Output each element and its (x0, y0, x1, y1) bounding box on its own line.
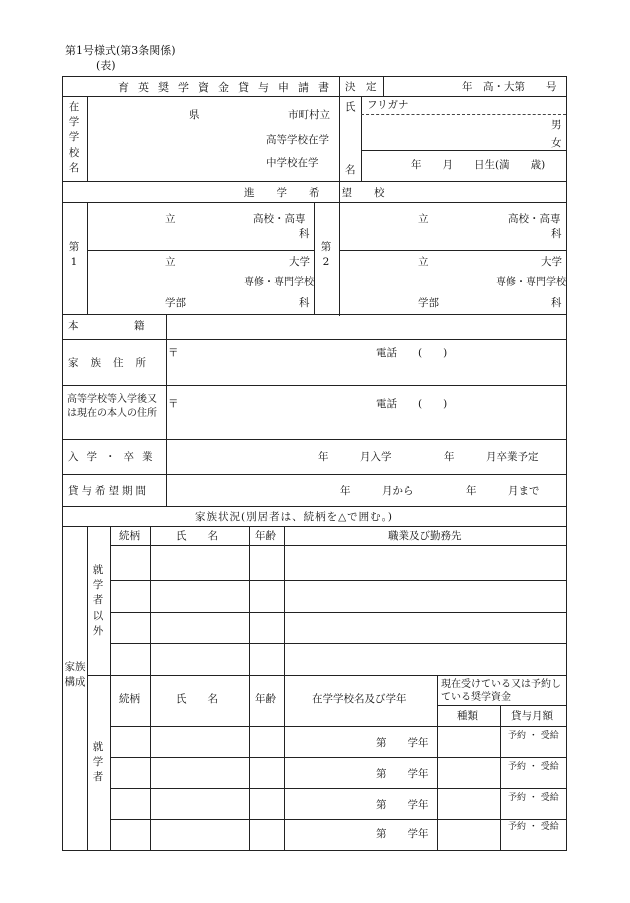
st-row1-grade: 第 学年 (376, 737, 429, 749)
ns-header-age: 年齢 (255, 530, 276, 542)
first-uni-established: 立 (165, 256, 176, 268)
non-student-label: 就学者以外 (92, 564, 104, 637)
desired-school-heading: 進学希望校 (244, 187, 407, 199)
st-col-3 (284, 675, 285, 850)
row-line-desired (62, 314, 567, 315)
school-label-divider (87, 96, 88, 181)
form-title: 育英奨学資金貸与申請書 (118, 81, 338, 94)
second-established: 立 (418, 213, 429, 225)
decision-value: 年 高・大第 号 (462, 81, 557, 93)
ns-header-occupation: 職業及び勤務先 (388, 530, 462, 542)
decision-label: 決 定 (345, 81, 377, 93)
name-label-top: 氏 (345, 101, 356, 113)
second-faculty: 学部 (418, 297, 439, 309)
frame-right (566, 76, 567, 851)
title-divider-2 (383, 76, 384, 96)
st-header-relation: 続柄 (119, 693, 140, 705)
st-header-kind: 種類 (457, 710, 478, 722)
family-address-phone: 電話 ( ) (376, 347, 448, 359)
form-number: 第1号様式(第3条関係) (65, 44, 176, 57)
st-scholarship-line (437, 705, 566, 706)
furigana-dashed-line (361, 114, 566, 115)
st-header-line (110, 726, 566, 727)
fields-label-divider (166, 314, 167, 506)
second-uni-established: 立 (418, 256, 429, 268)
second-mid-line (339, 250, 566, 251)
st-row-line-3 (110, 819, 566, 820)
middle-school-text: 中学校在学 (266, 157, 319, 169)
loan-period-value: 年 月から 年 月まで (340, 485, 540, 497)
ns-row-line-2 (110, 612, 566, 613)
st-col-4 (437, 675, 438, 850)
current-school-label: 在学学校名 (68, 101, 80, 174)
st-col-2 (249, 675, 250, 850)
domicile-label: 本 籍 (68, 320, 151, 332)
ns-row-line-3 (110, 643, 566, 644)
family-address-postal: 〒 (168, 347, 179, 359)
first-faculty: 学部 (165, 297, 186, 309)
family-composition-label: 家族構成 (64, 661, 86, 689)
second-university: 大学 (541, 256, 562, 268)
form-side: (表) (96, 59, 116, 72)
row-line-post-entry (62, 439, 567, 440)
family-heading: 家族状況(別居者は、続柄を△で囲む。) (195, 511, 394, 523)
st-row-line-2 (110, 788, 566, 789)
first-university: 大学 (289, 256, 310, 268)
desired-second-label: 第2 (320, 241, 332, 269)
st-row2-grade: 第 学年 (376, 768, 429, 780)
subgroup-divider (110, 526, 111, 850)
row-line-domicile (62, 339, 567, 340)
st-row2-reserve: 予約 ・ 受給 (508, 762, 559, 772)
ns-col-2 (249, 526, 250, 675)
second-department: 科 (551, 297, 562, 309)
municipal-text: 市町村立 (288, 109, 330, 121)
loan-period-label: 貸与希望期間 (68, 485, 149, 497)
second-kosen: 高校・高専 (508, 213, 561, 225)
female-option: 女 (551, 137, 562, 149)
ns-col-1 (150, 526, 151, 675)
first-kosen: 高校・高専 (253, 213, 306, 225)
composition-divider (87, 526, 88, 850)
student-label: 就学者 (92, 741, 104, 784)
row-line-title (62, 96, 567, 97)
furigana-label: フリガナ (367, 99, 409, 111)
enroll-grad-value: 年 月入学 年 月卒業予定 (318, 451, 539, 463)
first-mid-line (87, 250, 314, 251)
first-established: 立 (165, 213, 176, 225)
st-header-name: 氏 名 (176, 693, 218, 705)
st-header-age: 年齢 (255, 693, 276, 705)
st-header-school-grade: 在学学校名及び学年 (312, 693, 407, 705)
desired-second-left-divider (314, 202, 315, 314)
st-col-1 (150, 675, 151, 850)
family-address-label: 家族住所 (68, 357, 158, 369)
high-school-text: 高等学校在学 (266, 134, 329, 146)
name-label-bottom: 名 (345, 164, 356, 176)
birth-row-line (361, 150, 566, 151)
first-vocational: 専修・専門学校 (244, 277, 314, 288)
ns-row-line-4 (87, 675, 566, 676)
desired-first-label-divider (87, 202, 88, 314)
desired-first-label: 第1 (68, 241, 80, 269)
first-kosen-dept: 科 (299, 228, 310, 240)
st-row4-grade: 第 学年 (376, 828, 429, 840)
st-row3-reserve: 予約 ・ 受給 (508, 793, 559, 803)
ns-col-3 (284, 526, 285, 675)
row-line-school (62, 181, 567, 182)
frame-left (62, 76, 63, 851)
st-row3-grade: 第 学年 (376, 799, 429, 811)
ns-header-name: 氏 名 (176, 530, 218, 542)
row-line-family-address (62, 385, 567, 386)
post-entry-address-label: 高等学校等入学後又は現在の本人の住所 (67, 394, 157, 419)
second-kosen-dept: 科 (551, 228, 562, 240)
ns-header-relation: 続柄 (119, 530, 140, 542)
frame-top (62, 76, 567, 77)
post-entry-phone: 電話 ( ) (376, 398, 448, 410)
st-row1-reserve: 予約 ・ 受給 (508, 731, 559, 741)
birth-date: 年 月 日生(満 歳) (411, 159, 546, 171)
row-line-family-heading (62, 526, 567, 527)
frame-bottom (62, 850, 567, 851)
male-option: 男 (551, 119, 562, 131)
row-line-enroll (62, 474, 567, 475)
name-label-divider (361, 96, 362, 181)
row-line-loan-period (62, 506, 567, 507)
st-row-line-1 (110, 757, 566, 758)
first-department: 科 (299, 297, 310, 309)
enroll-grad-label: 入学・卒業 (68, 451, 161, 463)
ns-row-line-1 (110, 580, 566, 581)
second-vocational: 専修・専門学校 (496, 277, 566, 288)
prefecture-text: 県 (189, 109, 200, 121)
st-header-loan-amount: 貸与月額 (511, 710, 553, 722)
st-row4-reserve: 予約 ・ 受給 (508, 822, 559, 832)
post-entry-postal: 〒 (168, 398, 179, 410)
st-header-scholarship: 現在受けている又は予約している奨学資金 (441, 679, 561, 703)
ns-header-line (110, 545, 566, 546)
